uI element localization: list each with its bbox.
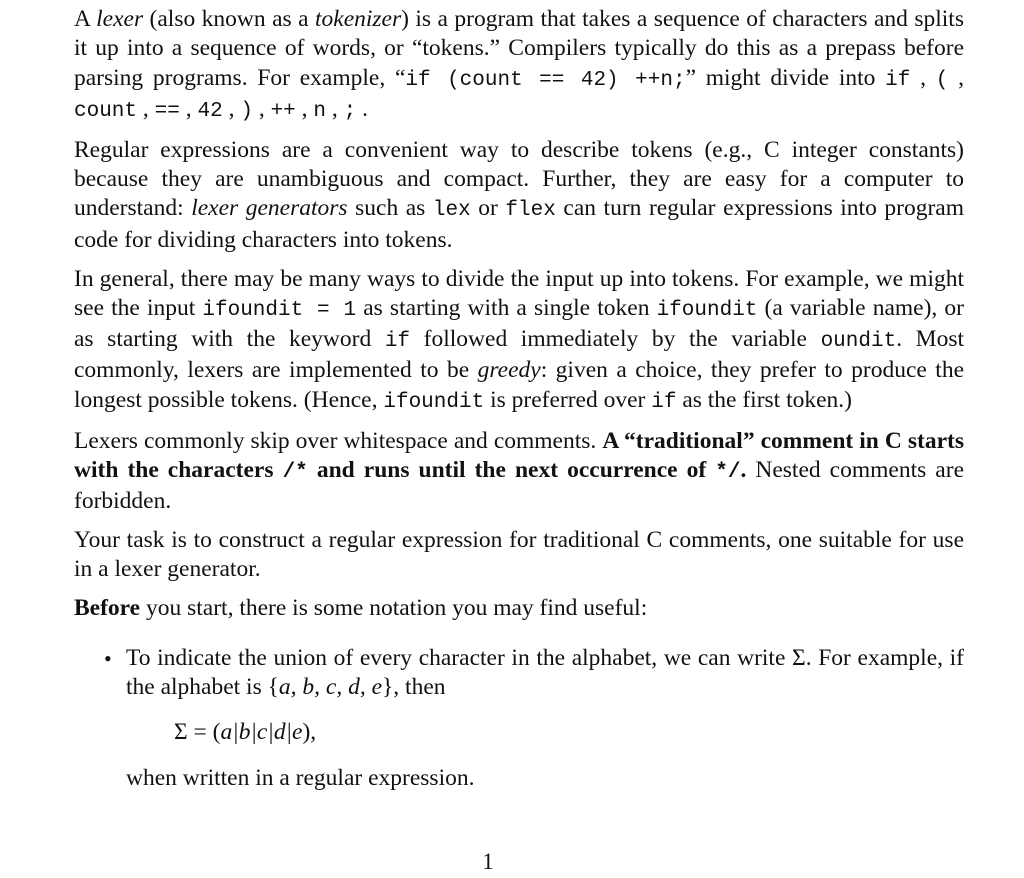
token-increment: ++ <box>270 99 296 123</box>
bold-before: Before <box>74 595 141 622</box>
code-flex: flex <box>505 199 556 223</box>
code-ifoundit: ifoundit <box>656 298 758 322</box>
term-tokenizer: tokenizer <box>314 6 402 32</box>
bullet-dot-icon: • <box>104 645 112 671</box>
token-eq: == <box>154 99 180 123</box>
code-ifoundit-2: ifoundit <box>383 390 485 414</box>
paragraph-comments: Lexers commonly skip over whitespace and comments. A “traditional” comment in C starts with the characters /* and runs until the next occurrence of */. Nested comments are forbidden. <box>74 427 964 515</box>
token-n: n <box>313 99 327 123</box>
term-greedy: greedy <box>477 357 541 384</box>
paragraph-lexer-intro: A lexer (also known as a tokenizer) is a program that takes a sequence of characters and splits it up into a sequence of words, or “tokens.” Compilers typically do this as a prepass before parsing programs. For example, “if (count == 42) ++n;” might divide into if , ( , count , == , 42 , ) , ++ , n , ; . <box>74 6 965 123</box>
code-example: if (count == 42) ++n; <box>405 68 686 92</box>
token-rparen: ) <box>240 99 253 123</box>
math-union-body: a|b|c|d|e <box>220 719 303 746</box>
paragraph-greedy: In general, there may be many ways to divide the input up into tokens. For example, we might see the input ifoundit = 1 as starting with a single token ifoundit (a variable name), or as starting with the keyword if followed immediately by the variable oundit. Most commonly, lexers are implemented to be greedy: given a choice, they prefer to produce the longest possible tokens. (Hence, ifoundit is preferred over if as the first token.) <box>74 265 965 414</box>
code-input: ifoundit = 1 <box>202 298 357 322</box>
token-semicolon: ; <box>343 99 357 123</box>
bold-comment-definition: A “traditional” comment in C starts with the characters /* and runs until the next occurrence of */. <box>74 427 964 484</box>
paragraph-notation: Before you start, there is some notation you may find useful: <box>74 595 648 622</box>
page-number: 1 <box>482 849 494 874</box>
code-comment-close: */ <box>715 460 741 484</box>
code-comment-open: /* <box>282 460 308 484</box>
paragraph-regex-intro: Regular expressions are a convenient way to describe tokens (e.g., C integer constants) because they are unambiguous and compact. Further, they are easy for a computer to understand: lexer generators such as lex or flex can turn regular expressions into program code for dividing characters into tokens. <box>74 136 965 253</box>
notation-list <box>74 644 964 793</box>
term-lexer: lexer <box>96 6 144 32</box>
token-lparen: ( <box>935 68 949 92</box>
math-display-sigma: Σ = (a|b|c|d|e), <box>174 719 317 746</box>
document-page <box>74 5 964 793</box>
code-oundit: oundit <box>820 330 897 354</box>
code-if-2: if <box>651 390 677 414</box>
term-lexer-generators: lexer generators <box>191 195 348 222</box>
token-if: if <box>885 68 911 92</box>
token-42: 42 <box>197 99 223 123</box>
list-item: • To indicate the union of every character in the alphabet, we can write Σ. For example, if the alphabet is {a, b, c, d, e}, then Σ = (a|b|c|d|e), when written in a regular expression. <box>126 644 964 793</box>
code-if: if <box>384 330 411 354</box>
alphabet-set: a, b, c, d, e <box>278 673 383 700</box>
token-count: count <box>74 99 138 123</box>
code-lex: lex <box>432 199 471 223</box>
paragraph-task: Your task is to construct a regular expression for traditional C comments, one suitable for use in a lexer generator. <box>74 527 964 583</box>
bullet-after-text: when written in a regular expression. <box>126 764 475 791</box>
